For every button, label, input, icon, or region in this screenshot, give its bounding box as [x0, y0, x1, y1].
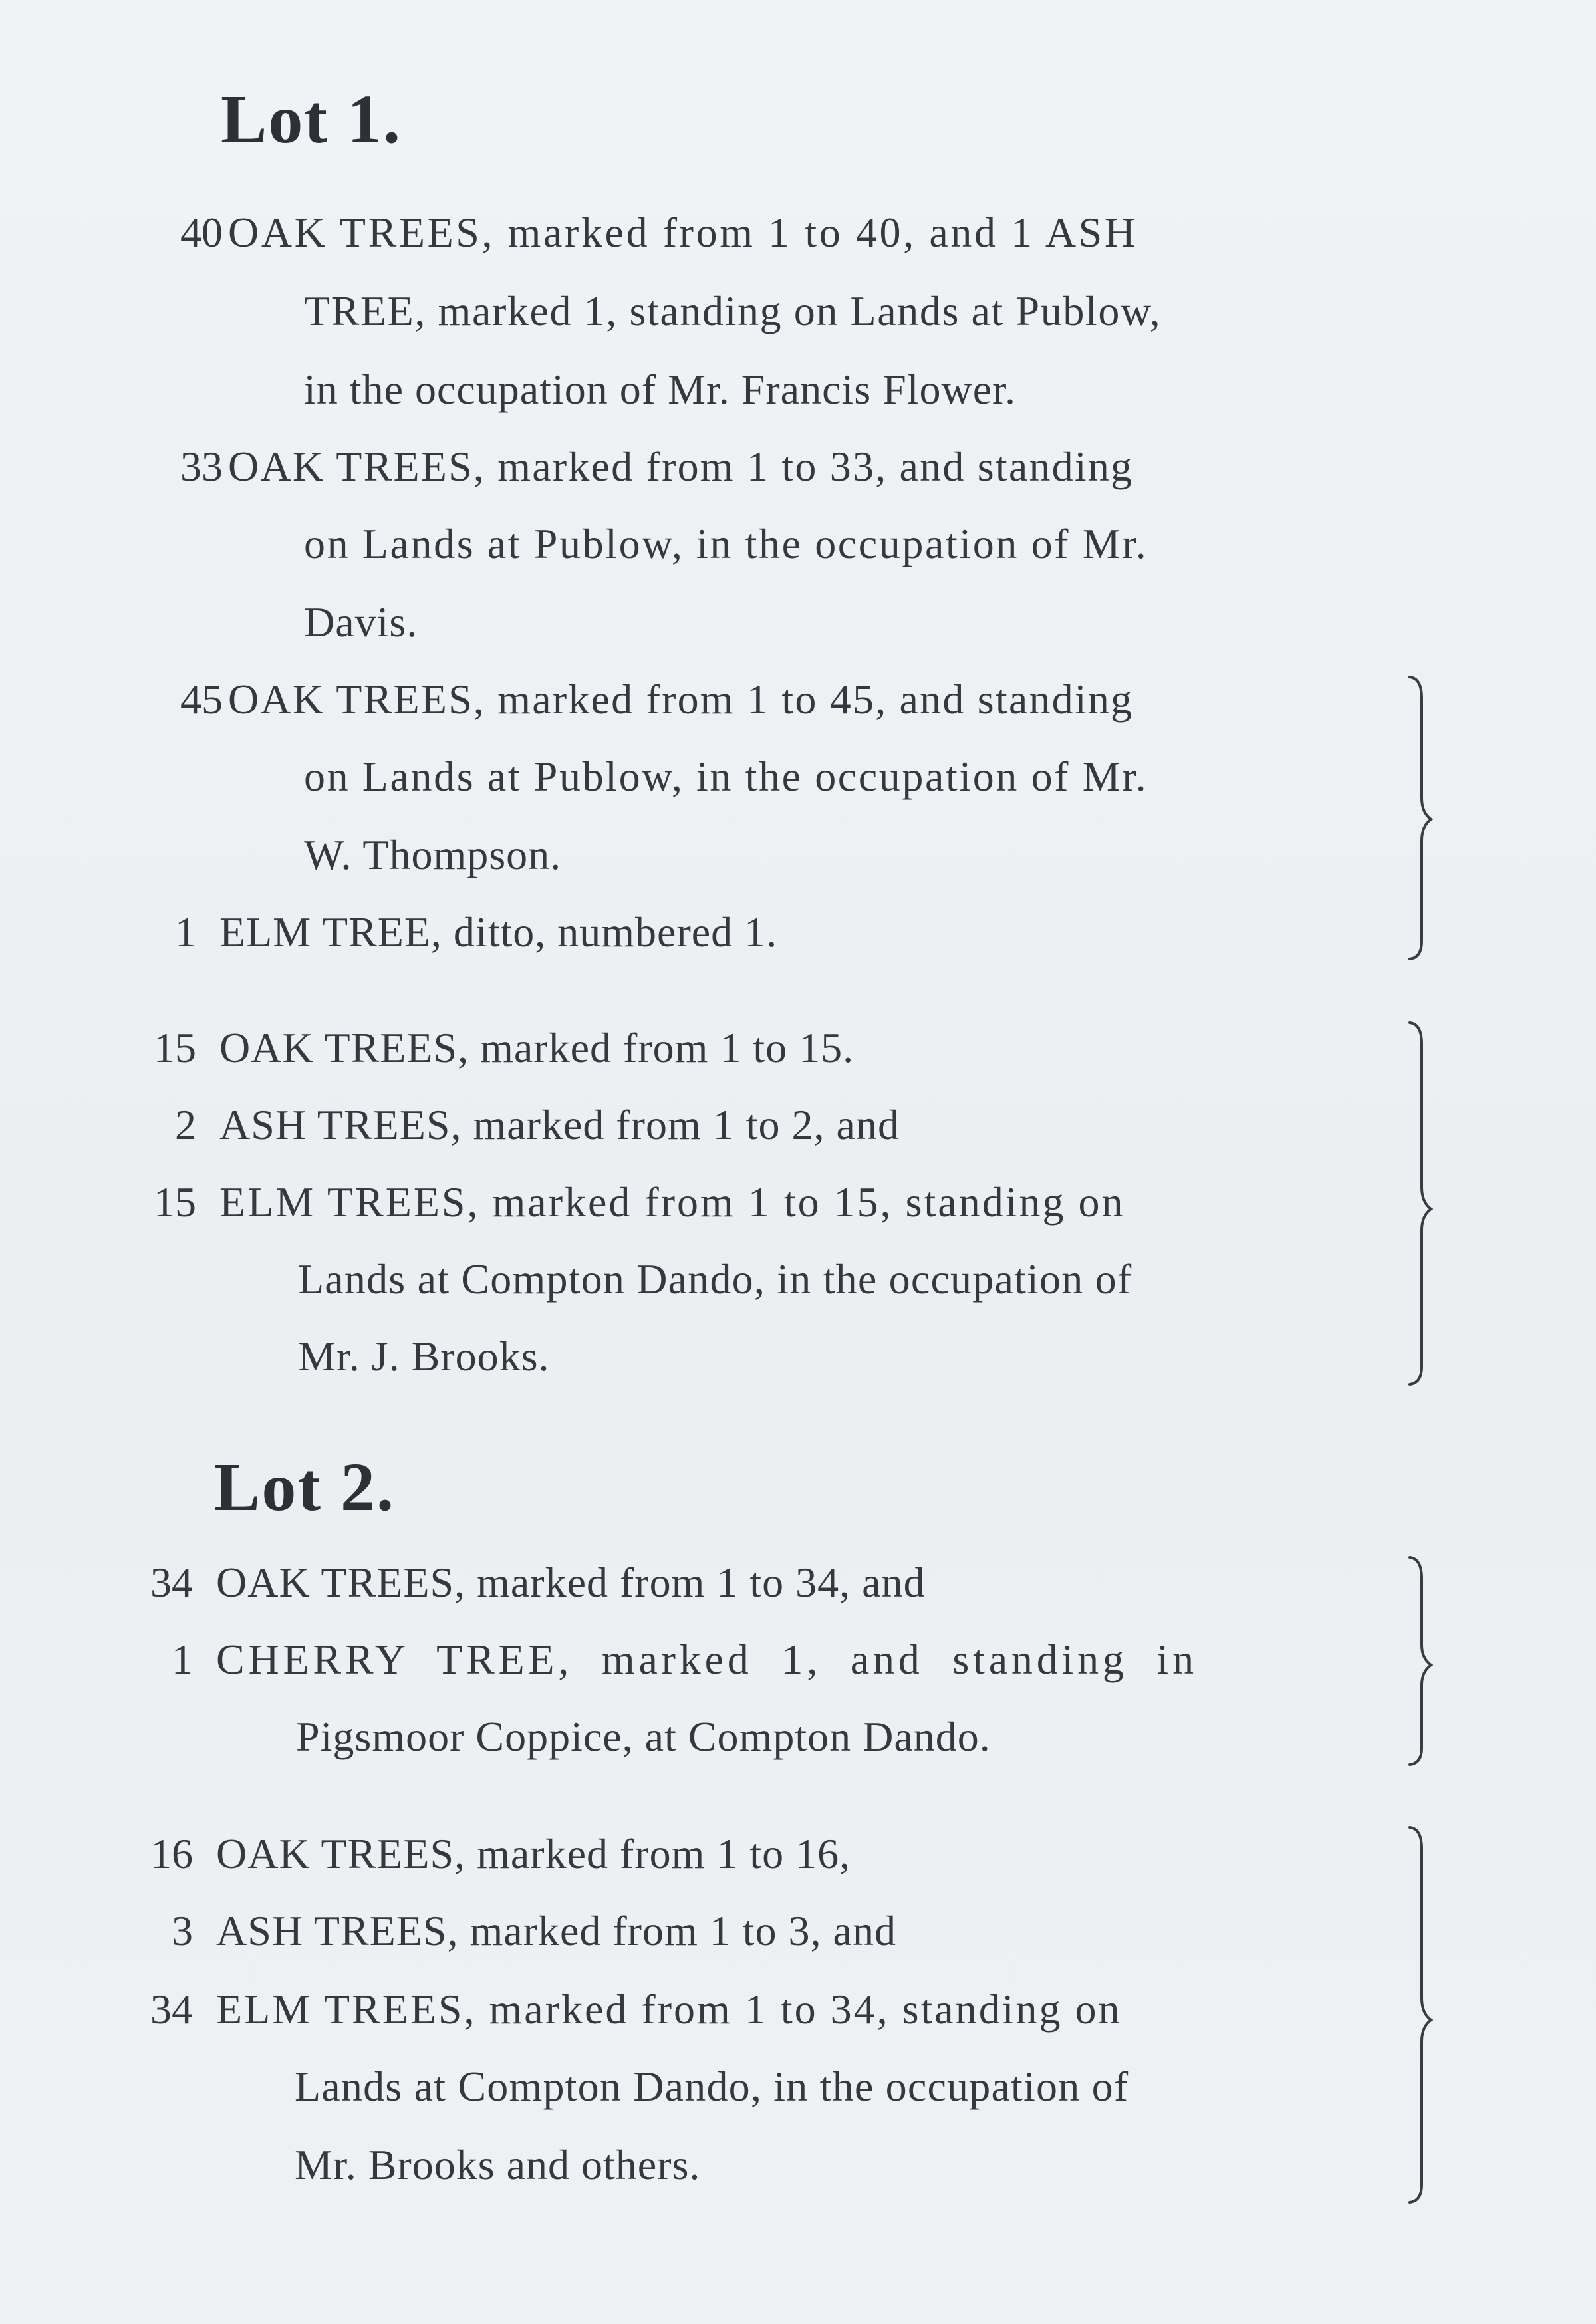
lot-1-group-1-line-4: ELM TREE, ditto, numbered 1.: [219, 908, 778, 956]
lot-1-group-2-line-5: Mr. J. Brooks.: [298, 1333, 550, 1380]
lot-2-group-1-line-3: Pigsmoor Coppice, at Compton Dando.: [296, 1713, 991, 1760]
lot-1-group-2-quantity-3: 15: [154, 1178, 196, 1226]
lot-1-group-2-line-4: Lands at Compton Dando, in the occupation of: [298, 1255, 1132, 1303]
lot-2-group-2-line-4: Lands at Compton Dando, in the occupation of: [295, 2063, 1129, 2110]
lot-1-group-1-quantity-2: 1: [175, 908, 196, 956]
lot-2-group-1-line-1: OAK TREES, marked from 1 to 34, and: [216, 1559, 926, 1606]
lot-1-entry-2-line-2: on Lands at Publow, in the occupation of Mr.: [304, 520, 1148, 567]
lot-2-group-2-line-3: ELM TREES, marked from 1 to 34, standing on: [216, 1986, 1122, 2033]
lot-2-group-2-quantity-3: 34: [150, 1986, 193, 2033]
lot-2-group-1-line-2: CHERRY TREE, marked 1, and standing in: [216, 1636, 1198, 1683]
lot-1-entry-1-line-1: OAK TREES, marked from 1 to 40, and 1 ASH: [228, 209, 1138, 256]
lot-1-group-1-line-3: W. Thompson.: [304, 831, 562, 878]
lot-2-group-1-quantity-1: 34: [150, 1559, 193, 1606]
lot-2-group-2-brace: [1396, 1822, 1436, 2208]
lot-1-group-1-quantity-1: 45: [180, 676, 223, 723]
lot-2-group-2-quantity-2: 3: [172, 1907, 193, 1954]
lot-1-group-1-brace: [1396, 672, 1436, 964]
lot-2-group-2-line-5: Mr. Brooks and others.: [295, 2141, 701, 2188]
lot-2-group-2-line-1: OAK TREES, marked from 1 to 16,: [216, 1830, 851, 1877]
lot-1-entry-1-line-3: in the occupation of Mr. Francis Flower.: [304, 366, 1016, 413]
lot-1-entry-1-line-2: TREE, marked 1, standing on Lands at Publow,: [304, 287, 1162, 334]
lot-2-group-1-brace: [1396, 1552, 1436, 1771]
lot-1-group-1-line-1: OAK TREES, marked from 1 to 45, and standing: [228, 676, 1134, 723]
lot-2-heading: Lot 2.: [214, 1449, 395, 1525]
lot-1-entry-2-quantity: 33: [180, 443, 223, 490]
lot-2-group-2-line-2: ASH TREES, marked from 1 to 3, and: [216, 1907, 896, 1954]
lot-1-group-2-line-1: OAK TREES, marked from 1 to 15.: [219, 1024, 855, 1071]
lot-1-heading: Lot 1.: [221, 81, 402, 158]
lot-2-group-2-quantity-1: 16: [150, 1830, 193, 1877]
lot-1-group-2-quantity-1: 15: [154, 1024, 196, 1071]
lot-1-group-2-brace: [1396, 1017, 1436, 1390]
lot-1-group-2-line-3: ELM TREES, marked from 1 to 15, standing on: [219, 1178, 1125, 1226]
lot-1-group-2-line-2: ASH TREES, marked from 1 to 2, and: [219, 1101, 900, 1148]
lot-1-group-2-quantity-2: 2: [175, 1101, 196, 1148]
lot-2-group-1-quantity-2: 1: [172, 1636, 193, 1683]
lot-1-group-1-line-2: on Lands at Publow, in the occupation of Mr.: [304, 753, 1148, 800]
lot-1-entry-2-line-1: OAK TREES, marked from 1 to 33, and standing: [228, 443, 1134, 490]
lot-1-entry-1-quantity: 40: [180, 209, 223, 256]
lot-1-entry-2-line-3: Davis.: [304, 598, 418, 646]
